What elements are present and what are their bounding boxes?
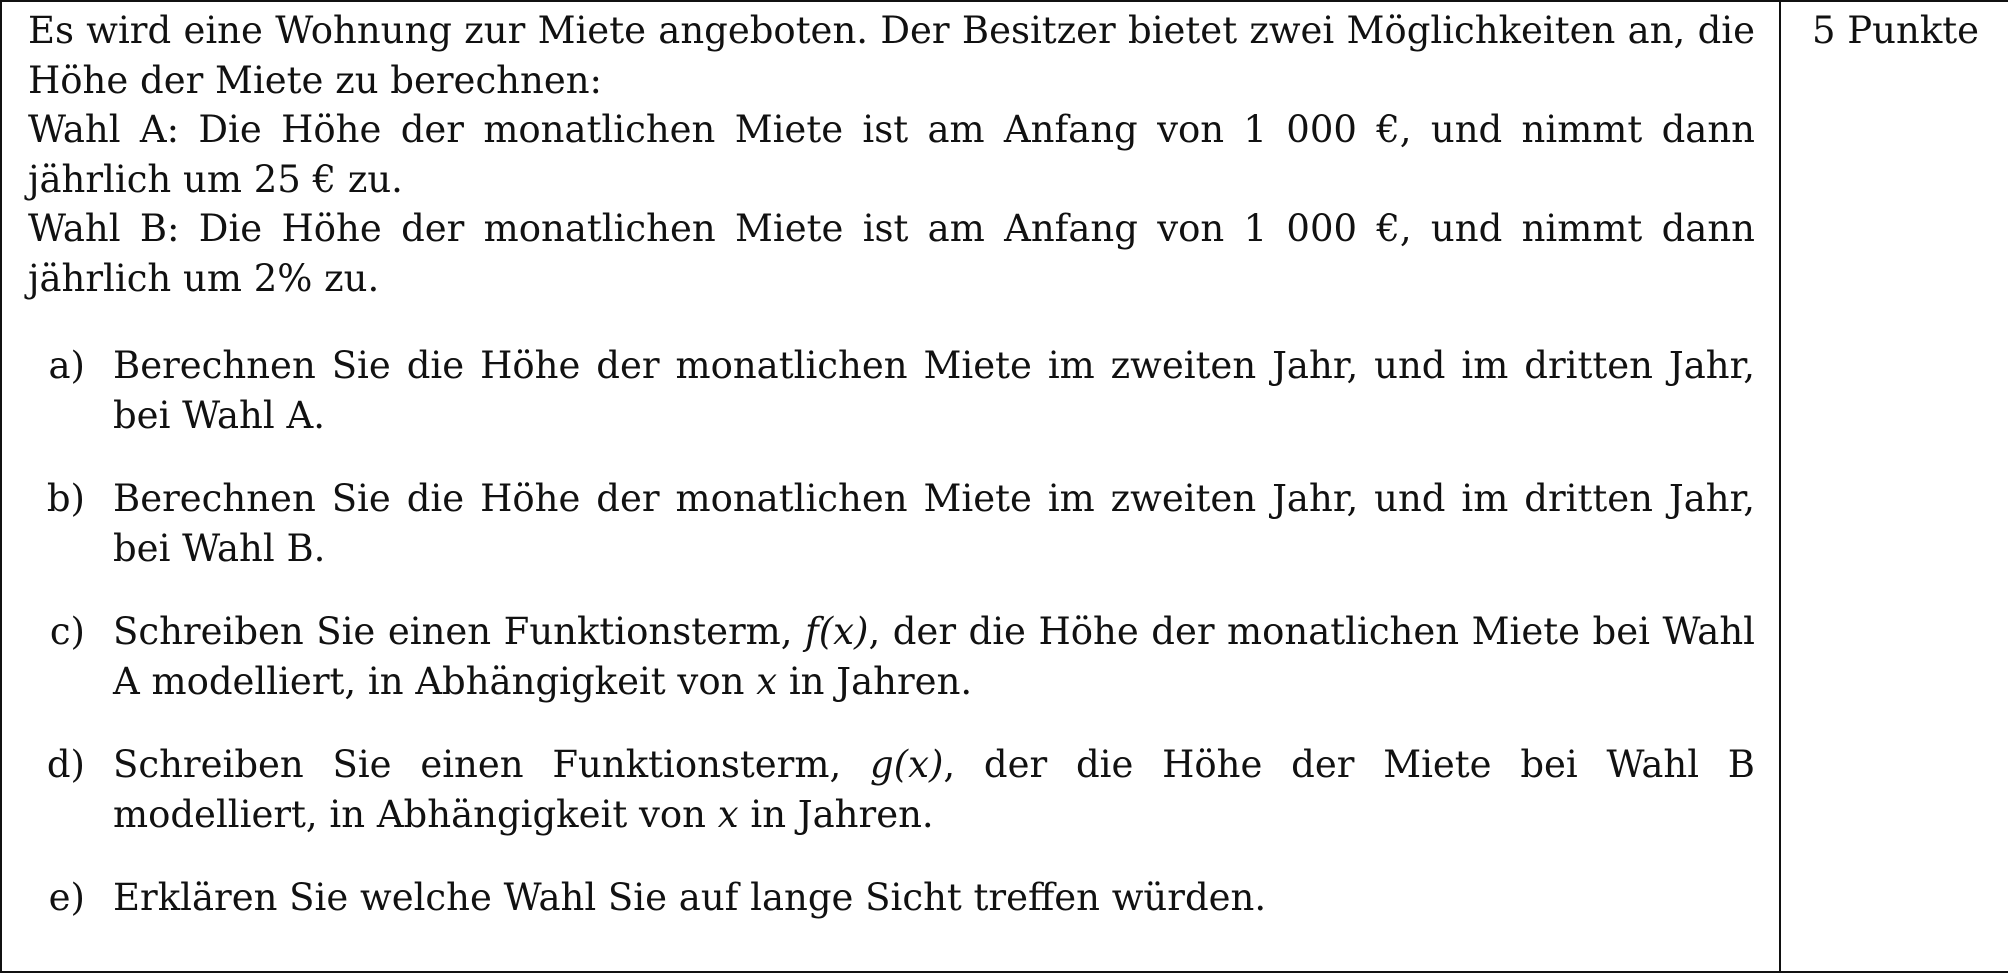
subtask-text: Berechnen Sie die Höhe der monatlichen Miete im zweiten Jahr, und im dritten Jahr, bei Wahl B. [113, 477, 1755, 570]
points-cell [1780, 1, 2008, 972]
option-a-description: Wahl A: Die Höhe der monatlichen Miete ist am Anfang von 1 000 €, und nimmt dann jährlich um 25 € zu. [28, 108, 1755, 201]
intro-paragraph: Es wird eine Wohnung zur Miete angeboten. Der Besitzer bietet zwei Möglichkeiten an, die Höhe der Miete zu berechnen: [28, 9, 1755, 102]
subtask-e [28, 873, 1755, 923]
subtask-c [28, 607, 1755, 706]
subtask-marker: d) [46, 743, 85, 786]
subtask-text-after: in Jahren. [777, 659, 973, 703]
subtask-marker: a) [48, 344, 85, 387]
task-content [2, 2, 1779, 923]
option-b-description: Wahl B: Die Höhe der monatlichen Miete ist am Anfang von 1 000 €, und nimmt dann jährlich um 2% zu. [28, 207, 1755, 300]
subtask-text-middle: , der die Höhe der Miete bei Wahl B modelliert, in Abhängigkeit von [113, 743, 1755, 836]
subtask-d [28, 740, 1755, 839]
math-term-f: f(x) [805, 610, 869, 653]
subtask-text: Berechnen Sie die Höhe der monatlichen Miete im zweiten Jahr, und im dritten Jahr, bei Wahl A. [113, 344, 1755, 437]
subtask-b [28, 474, 1755, 573]
subtask-text-before: Schreiben Sie einen Funktionsterm, [113, 743, 870, 786]
subtask-text-after: in Jahren. [738, 792, 934, 836]
task-intro [28, 6, 1755, 303]
math-variable-x: x [756, 659, 778, 703]
math-variable-x: x [717, 792, 739, 836]
subtask-text-before: Schreiben Sie einen Funktionsterm, [113, 610, 806, 653]
task-content-cell [1, 1, 1780, 972]
math-term-g: g(x) [869, 743, 944, 786]
subtask-list [28, 341, 1755, 923]
task-row [1, 1, 2008, 972]
subtask-marker: c) [49, 610, 85, 653]
subtask-text: Erklären Sie welche Wahl Sie auf lange Sicht treffen würden. [113, 876, 1267, 919]
subtask-a [28, 341, 1755, 440]
subtask-marker: e) [48, 876, 85, 919]
points-label: 5 Punkte [1811, 9, 1980, 52]
subtask-marker: b) [46, 477, 85, 520]
subtask-text-middle: , der die Höhe der monatlichen Miete bei Wahl A modelliert, in Abhängigkeit von [113, 610, 1756, 703]
